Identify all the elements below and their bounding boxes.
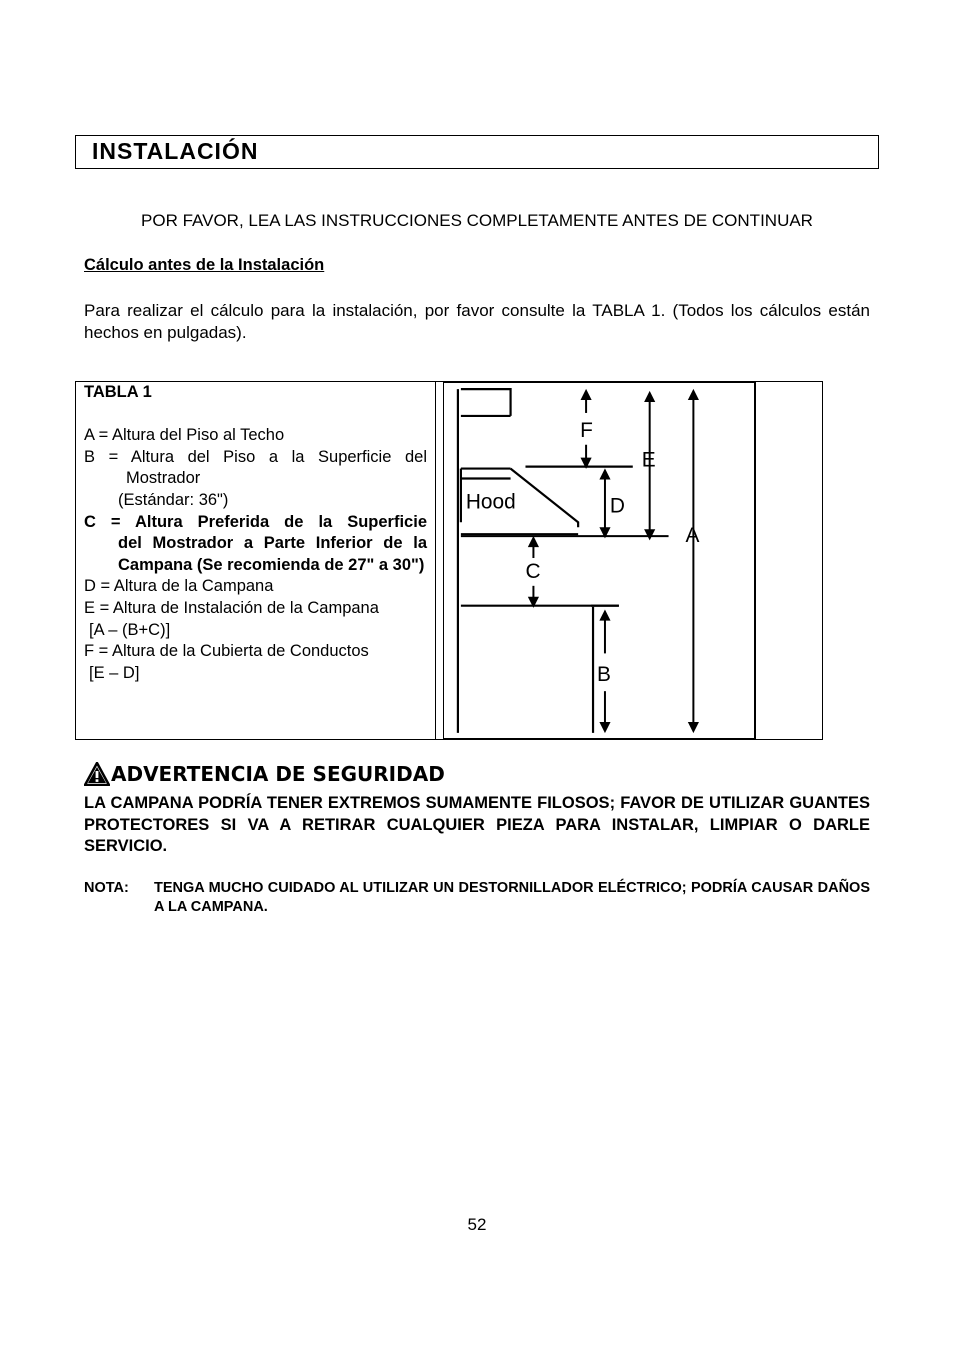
warning-body: LA CAMPANA PODRÍA TENER EXTREMOS SUMAMENTE FILOSOS; FAVOR DE UTILIZAR GUANTES PROTECTORES SI VA A RETIRAR CUALQUIER PIEZA PARA INSTALAR, LIMPIAR O DARLE SERVICIO. xyxy=(84,794,870,856)
page-number: 52 xyxy=(467,1215,487,1234)
definition-c-cont: del Mostrador a Parte Inferior de la Campana (Se recomienda de 27" a 30") xyxy=(118,534,427,574)
section-title: INSTALACIÓN xyxy=(92,138,259,164)
read-instructions-notice: POR FAVOR, LEA LAS INSTRUCCIONES COMPLETAMENTE ANTES DE CONTINUAR xyxy=(141,211,813,230)
table-1 xyxy=(75,381,823,740)
warning-triangle-icon xyxy=(84,762,110,786)
label-a: A xyxy=(685,524,700,548)
definition-e: E = Altura de Instalación de la Campana xyxy=(84,598,379,617)
definition-f-formula: [E – D] xyxy=(89,663,140,682)
table-title: TABLA 1 xyxy=(84,383,152,401)
table-divider xyxy=(435,382,436,739)
hood-label: Hood xyxy=(465,490,516,514)
definitions-list xyxy=(84,382,427,684)
definition-b-cont: Mostrador xyxy=(126,469,201,488)
safety-warning-heading xyxy=(84,762,445,786)
intro-paragraph: Para realizar el cálculo para la instalación, por favor consulte la TABLA 1. (Todos los cálculos están hechos en pulgadas). xyxy=(84,301,870,342)
label-d: D xyxy=(609,494,626,518)
label-f: F xyxy=(580,418,593,442)
note-label: NOTA: xyxy=(84,880,129,896)
definition-c: C = Altura Preferida de la Superficie xyxy=(84,512,427,531)
definition-b-standard: (Estándar: 36") xyxy=(118,490,229,509)
subheading: Cálculo antes de la Instalación xyxy=(84,256,325,274)
section-header xyxy=(75,135,879,169)
label-c: C xyxy=(525,559,541,583)
label-e: E xyxy=(641,448,656,472)
definition-b: B = Altura del Piso a la Superficie del xyxy=(84,447,427,466)
note-text: TENGA MUCHO CUIDADO AL UTILIZAR UN DESTORNILLADOR ELÉCTRICO; PODRÍA CAUSAR DAÑOS A LA CAMPANA. xyxy=(154,880,870,915)
definition-f: F = Altura de la Cubierta de Conductos xyxy=(84,642,369,661)
hood-installation-diagram xyxy=(443,382,755,739)
definition-d: D = Altura de la Campana xyxy=(84,577,274,596)
table-divider xyxy=(755,382,756,739)
definition-a: A = Altura del Piso al Techo xyxy=(84,426,285,445)
note xyxy=(84,879,870,917)
label-b: B xyxy=(597,663,611,687)
warning-title: ADVERTENCIA DE SEGURIDAD xyxy=(111,762,445,786)
definition-e-formula: [A – (B+C)] xyxy=(89,620,171,639)
